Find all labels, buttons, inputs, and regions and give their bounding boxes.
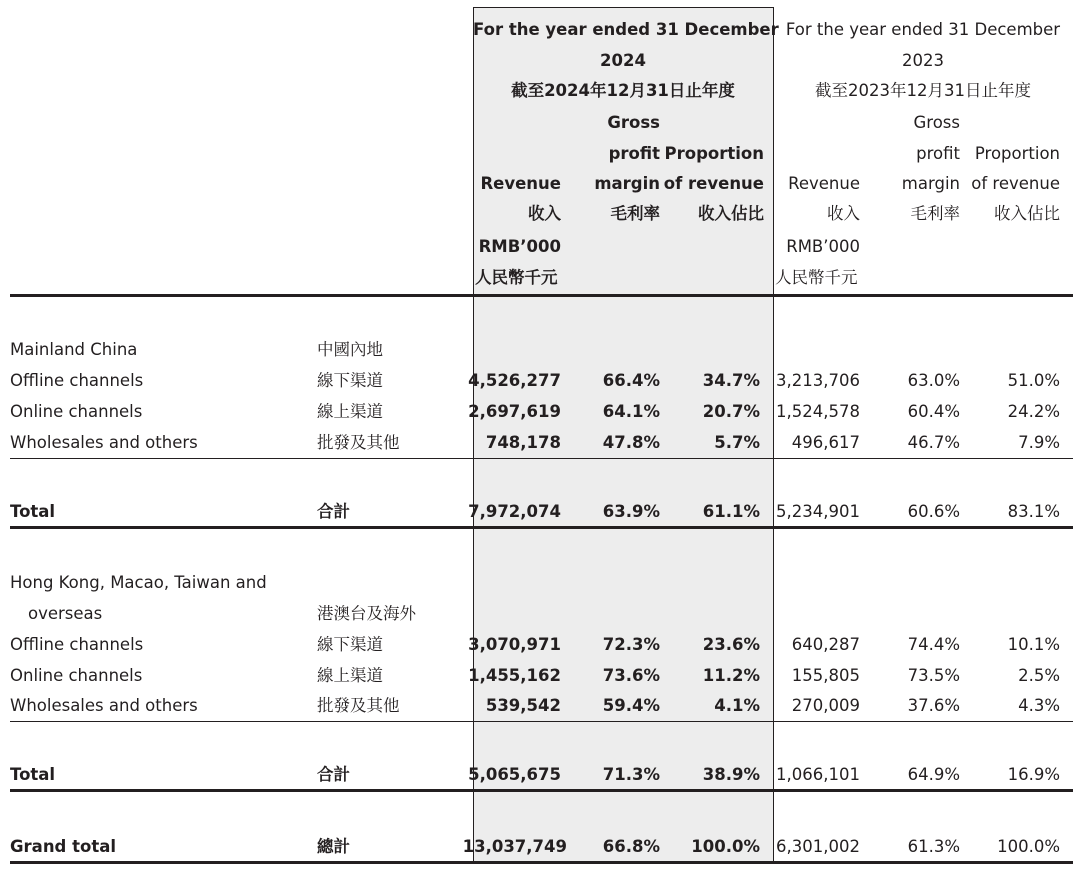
row-label-en: Total: [10, 765, 56, 784]
proportion-2023: 4.3%: [1018, 696, 1060, 715]
row-label-zh: 合計: [317, 765, 350, 784]
gpm-2023: 37.6%: [907, 696, 960, 715]
row-label-en: Online channels: [10, 402, 143, 421]
proportion-2024: 100.0%: [691, 837, 760, 856]
header-2023-revenue-zh: 收入: [827, 204, 860, 223]
revenue-2024: 4,526,277: [468, 371, 561, 390]
revenue-2024: 539,542: [485, 696, 561, 715]
proportion-2024: 5.7%: [714, 433, 760, 452]
proportion-2023: 10.1%: [1007, 635, 1060, 654]
proportion-2023: 16.9%: [1007, 765, 1060, 784]
revenue-2024: 3,070,971: [468, 635, 561, 654]
proportion-2023: 7.9%: [1018, 433, 1060, 452]
row-label-zh: 線下渠道: [317, 371, 383, 390]
row-label-en: Online channels: [10, 666, 143, 685]
subtotal-divider: [10, 458, 1073, 459]
subtotal-divider: [10, 721, 1073, 722]
header-2023-revenue-en: Revenue: [788, 174, 860, 193]
gpm-2024: 66.4%: [602, 371, 660, 390]
gpm-2024: 64.1%: [602, 402, 660, 421]
header-2024-en: For the year ended 31 December: [473, 20, 779, 39]
gpm-2023: 61.3%: [907, 837, 960, 856]
gpm-2023: 73.5%: [907, 666, 960, 685]
header-2024-gpm-line1: Gross: [607, 113, 660, 132]
revenue-2024: 748,178: [485, 433, 561, 452]
revenue-2024: 7,972,074: [468, 502, 561, 521]
row-label-zh: 線下渠道: [317, 635, 383, 654]
proportion-2023: 2.5%: [1018, 666, 1060, 685]
gpm-2024: 73.6%: [602, 666, 660, 685]
gpm-2023: 74.4%: [907, 635, 960, 654]
gpm-2023: 63.0%: [907, 371, 960, 390]
gpm-2024: 71.3%: [602, 765, 660, 784]
proportion-2024: 23.6%: [702, 635, 760, 654]
header-2024-revenue-zh: 收入: [528, 204, 561, 223]
gpm-2023: 64.9%: [907, 765, 960, 784]
row-label-zh: 批發及其他: [317, 433, 400, 452]
section-title-overseas-en-line2: overseas: [28, 604, 103, 623]
header-2024-gpm-line2: profit: [608, 144, 660, 163]
proportion-2023: 24.2%: [1007, 402, 1060, 421]
header-2024-revenue-unit-en: RMB’000: [478, 237, 561, 256]
row-label-zh: 批發及其他: [317, 696, 400, 715]
revenue-2023: 3,213,706: [776, 371, 860, 390]
revenue-2023: 270,009: [791, 696, 860, 715]
header-2023-gpm-line3: margin: [901, 174, 960, 193]
row-label-en: Total: [10, 502, 56, 521]
revenue-2023: 1,066,101: [776, 765, 860, 784]
revenue-2024: 2,697,619: [468, 402, 561, 421]
gpm-2024: 66.8%: [602, 837, 660, 856]
header-2023-zh: 截至2023年12月31日止年度: [815, 81, 1031, 100]
revenue-2023: 6,301,002: [776, 837, 860, 856]
gpm-2024: 59.4%: [602, 696, 660, 715]
revenue-2024: 13,037,749: [462, 837, 567, 856]
header-2023-gpm-line1: Gross: [913, 113, 960, 132]
proportion-2023: 51.0%: [1007, 371, 1060, 390]
header-2024-revenue-unit-zh: 人民幣千元: [475, 268, 558, 287]
section-title-overseas-en-line1: Hong Kong, Macao, Taiwan and: [10, 573, 267, 592]
revenue-2024: 1,455,162: [468, 666, 561, 685]
header-2023-revenue-unit-zh: 人民幣千元: [775, 268, 858, 287]
header-2024-year: 2024: [600, 51, 646, 70]
revenue-2023: 5,234,901: [776, 502, 860, 521]
revenue-2024: 5,065,675: [468, 765, 561, 784]
header-2023-prop-line2: of revenue: [971, 174, 1060, 193]
revenue-2023: 496,617: [791, 433, 860, 452]
header-2023-gpm-zh: 毛利率: [910, 204, 960, 223]
total-divider: [10, 526, 1073, 529]
gpm-2024: 47.8%: [602, 433, 660, 452]
row-label-zh: 總計: [317, 837, 350, 856]
revenue-2023: 155,805: [791, 666, 860, 685]
revenue-2023: 1,524,578: [776, 402, 860, 421]
header-2024-zh: 截至2024年12月31日止年度: [511, 81, 735, 100]
header-2024-gpm-line3: margin: [594, 174, 660, 193]
proportion-2024: 20.7%: [702, 402, 760, 421]
gpm-2023: 60.6%: [907, 502, 960, 521]
proportion-2023: 100.0%: [997, 837, 1060, 856]
row-label-zh: 線上渠道: [317, 666, 383, 685]
section-title-overseas-zh: 港澳台及海外: [317, 604, 416, 623]
total-divider: [10, 789, 1073, 792]
row-label-zh: 合計: [317, 502, 350, 521]
row-label-en: Wholesales and others: [10, 433, 198, 452]
header-2024-prop-zh: 收入佔比: [698, 204, 764, 223]
header-2024-prop-line1: Proportion: [664, 144, 764, 163]
header-2023-revenue-unit-en: RMB’000: [786, 237, 860, 256]
proportion-2024: 4.1%: [714, 696, 760, 715]
gpm-2023: 60.4%: [907, 402, 960, 421]
gpm-2024: 72.3%: [602, 635, 660, 654]
proportion-2023: 83.1%: [1007, 502, 1060, 521]
proportion-2024: 34.7%: [702, 371, 760, 390]
gpm-2023: 46.7%: [907, 433, 960, 452]
section-title-mainland-zh: 中國內地: [317, 340, 383, 359]
header-2024-gpm-zh: 毛利率: [610, 204, 660, 223]
row-label-zh: 線上渠道: [317, 402, 383, 421]
row-label-en: Offline channels: [10, 635, 144, 654]
header-2023-year: 2023: [902, 51, 944, 70]
proportion-2024: 38.9%: [702, 765, 760, 784]
header-2024-revenue-en: Revenue: [480, 174, 561, 193]
row-label-en: Wholesales and others: [10, 696, 198, 715]
header-2024-prop-line2: of revenue: [663, 174, 764, 193]
section-title-mainland-en: Mainland China: [10, 340, 138, 359]
proportion-2024: 11.2%: [702, 666, 760, 685]
row-label-en: Grand total: [10, 837, 117, 856]
header-2023-prop-line1: Proportion: [974, 144, 1060, 163]
header-divider: [10, 294, 1073, 297]
header-2023-en: For the year ended 31 December: [785, 20, 1061, 39]
proportion-2024: 61.1%: [702, 502, 760, 521]
row-label-en: Offline channels: [10, 371, 144, 390]
header-2023-gpm-line2: profit: [916, 144, 960, 163]
grand-total-divider: [10, 861, 1073, 864]
header-2023-prop-zh: 收入佔比: [994, 204, 1060, 223]
revenue-2023: 640,287: [791, 635, 860, 654]
gpm-2024: 63.9%: [602, 502, 660, 521]
